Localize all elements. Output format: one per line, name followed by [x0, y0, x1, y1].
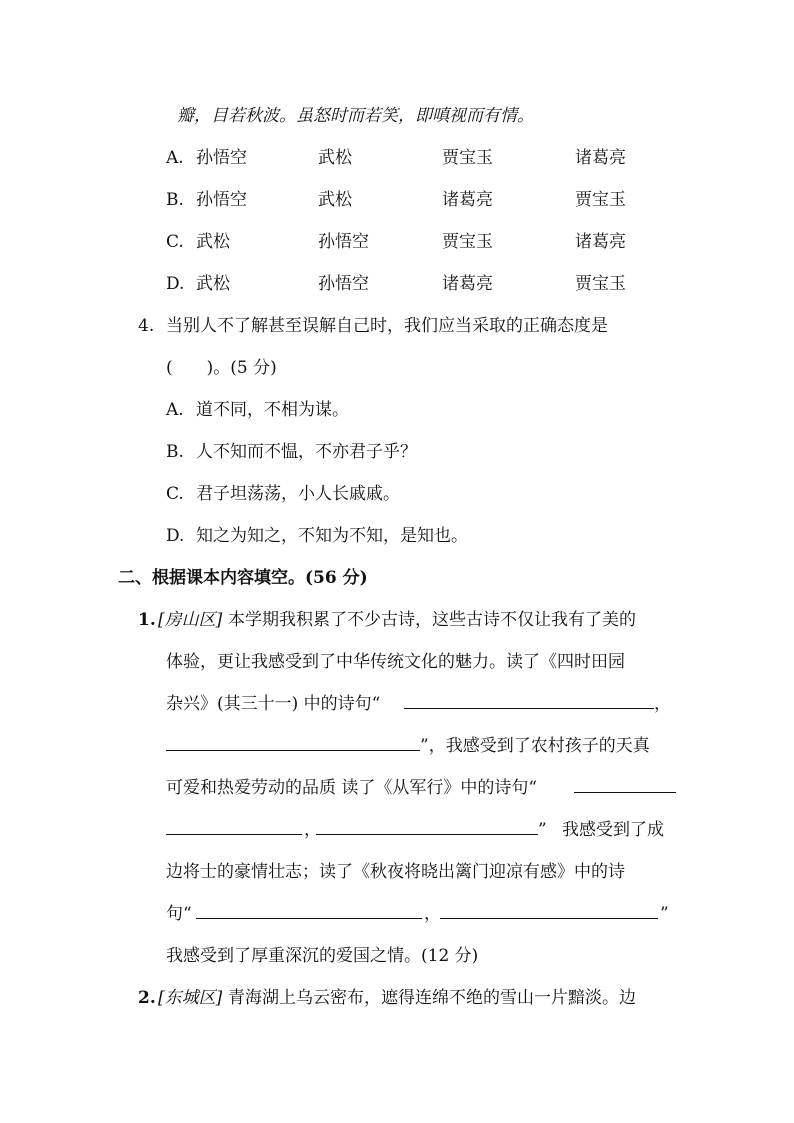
- answer-blank-5[interactable]: [196, 918, 422, 919]
- q4-text-line1: 当别人不了解甚至误解自己时，我们应当采取的正确态度是: [166, 316, 608, 336]
- s2q1-line2: 体验，更让我感受到了中华传统文化的魅力。读了《四时田园: [166, 652, 625, 672]
- s2q1-line1: 本学期我积累了不少古诗，这些古诗不仅让我有了美的: [228, 610, 636, 630]
- q3-option-a-col2: 武松: [318, 148, 352, 168]
- q3-option-b-col3: 诸葛亮: [442, 190, 493, 210]
- q3-option-c-col4: 诸葛亮: [575, 232, 626, 252]
- q3-option-a-col4: 诸葛亮: [575, 148, 626, 168]
- q4-option-b-text: 人不知而不愠，不亦君子乎？: [196, 442, 417, 462]
- q3-option-a-col1: 孙悟空: [196, 148, 247, 168]
- answer-blank-3b[interactable]: [166, 834, 302, 835]
- q3-option-d-letter: D.: [166, 274, 185, 294]
- answer-blank-2[interactable]: [166, 750, 420, 751]
- q4-option-a-text: 道不同，不相为谋。: [196, 400, 349, 420]
- q3-option-b-col1: 孙悟空: [196, 190, 247, 210]
- q3-option-b-col4: 贾宝玉: [575, 190, 626, 210]
- q4-option-c-text: 君子坦荡荡，小人长戚戚。: [196, 484, 400, 504]
- q3-option-a-col3: 贾宝玉: [442, 148, 493, 168]
- answer-blank-4[interactable]: [316, 834, 538, 835]
- s2q1-line9: 我感受到了厚重深沉的爱国之情。(12 分): [166, 946, 479, 966]
- q4-option-b-letter: B.: [166, 442, 184, 462]
- s2q2-number: 2.: [138, 988, 156, 1008]
- section-2-heading: 二、根据课本内容填空。(56 分): [118, 568, 368, 588]
- q4-number: 4.: [138, 316, 155, 336]
- q3-option-b-col2: 武松: [318, 190, 352, 210]
- s2q1-line5-text: 可爱和热爱劳动的品质 读了《从军行》中的诗句“: [166, 778, 538, 798]
- q4-option-d-text: 知之为知之，不知为不知，是知也。: [196, 526, 468, 546]
- s2q2-district-tag: [东城区]: [158, 988, 223, 1008]
- q3-option-c-col2: 孙悟空: [318, 232, 369, 252]
- q4-option-c-letter: C.: [166, 484, 184, 504]
- q3-option-c-col1: 武松: [196, 232, 230, 252]
- s2q1-line6-quote: ”: [538, 820, 547, 840]
- q3-option-d-col2: 孙悟空: [318, 274, 369, 294]
- s2q1-number: 1.: [138, 610, 156, 630]
- s2q2-line1: 青海湖上乌云密布，遮得连绵不绝的雪山一片黯淡。边: [228, 988, 636, 1008]
- s2q1-line6-comma: ，: [304, 820, 321, 840]
- q3-option-d-col3: 诸葛亮: [442, 274, 493, 294]
- answer-blank-1[interactable]: [404, 708, 654, 709]
- s2q1-line8-comma: ，: [424, 904, 441, 924]
- q3-option-b-letter: B.: [166, 190, 184, 210]
- s2q1-line3-comma: ，: [654, 694, 671, 714]
- q3-option-d-col1: 武松: [196, 274, 230, 294]
- q3-option-d-col4: 贾宝玉: [575, 274, 626, 294]
- intro-line: 瓣，目若秋波。虽怒时而若笑，即嗔视而有情。: [177, 106, 534, 126]
- q3-option-c-letter: C.: [166, 232, 184, 252]
- s2q1-line8-quote: ”: [660, 904, 669, 924]
- q3-option-a-letter: A.: [166, 148, 184, 168]
- q4-text-line2: ( )。(5 分): [166, 358, 277, 378]
- s2q1-line8-text: 句“: [166, 904, 192, 924]
- s2q1-line3-text: 杂兴》(其三十一) 中的诗句“: [166, 694, 381, 714]
- answer-blank-6[interactable]: [440, 918, 658, 919]
- s2q1-line4-text: ”，我感受到了农村孩子的天真: [420, 736, 650, 756]
- q4-option-d-letter: D.: [166, 526, 185, 546]
- s2q1-line7: 边将士的豪情壮志；读了《秋夜将晓出篱门迎凉有感》中的诗: [166, 862, 625, 882]
- q3-option-c-col3: 贾宝玉: [442, 232, 493, 252]
- answer-blank-3a[interactable]: [574, 792, 676, 793]
- s2q1-district-tag: [房山区]: [158, 610, 223, 630]
- s2q1-line6-text: 我感受到了成: [562, 820, 664, 840]
- q4-option-a-letter: A.: [166, 400, 184, 420]
